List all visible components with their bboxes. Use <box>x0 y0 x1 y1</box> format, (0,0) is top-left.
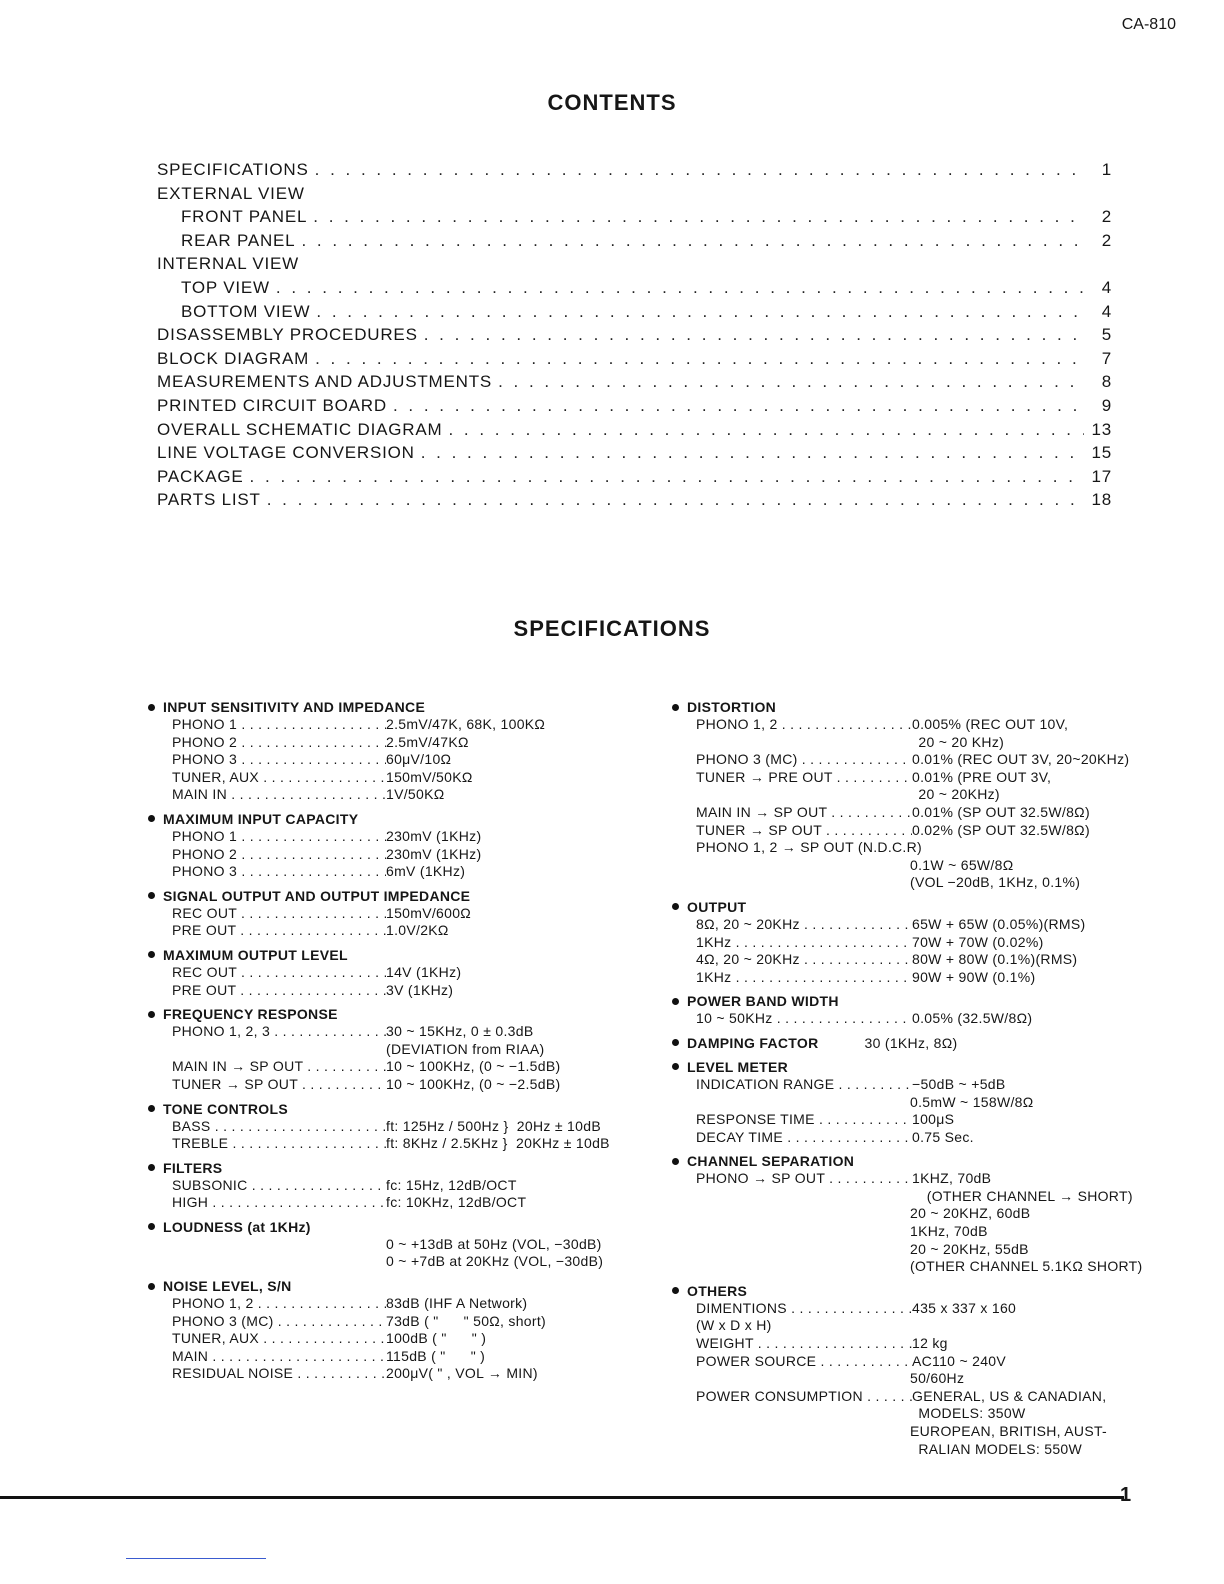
spec-item <box>672 839 1192 857</box>
spec-item <box>148 863 648 881</box>
spec-section-heading <box>672 698 1192 716</box>
spec-item-label: PHONO 3 . . . <box>172 863 386 881</box>
toc-entry[interactable] <box>157 443 1112 467</box>
bullet-icon <box>672 998 679 1005</box>
spec-section <box>672 898 1192 986</box>
bullet-icon <box>148 1223 155 1230</box>
spec-item-value: 115dB ( " " ) <box>386 1347 486 1364</box>
spec-item-value: 12 kg <box>912 1335 948 1352</box>
spec-value-continuation: 50/60Hz <box>910 1370 965 1387</box>
spec-section-heading <box>672 992 1192 1010</box>
toc-entry[interactable] <box>157 420 1112 444</box>
spec-item-value: 0.01% (PRE OUT 3V, <box>912 768 1052 785</box>
spec-section <box>672 1152 1192 1276</box>
spec-section <box>148 1100 648 1153</box>
spec-item-label: BASS . . . <box>172 1118 386 1136</box>
spec-item-label: MAIN . . . <box>172 1348 386 1366</box>
spec-item <box>672 969 1192 987</box>
spec-value-continuation: 20 ~ 20 KHz) <box>910 733 1005 750</box>
spec-value-continuation: (OTHER CHANNEL → SHORT) <box>910 1187 1133 1204</box>
toc-entry-title: REAR PANEL <box>181 230 296 250</box>
spec-value-continuation: MODELS: 350W <box>910 1405 1026 1422</box>
bullet-icon <box>672 1287 679 1294</box>
spec-item-value: 0.01% (REC OUT 3V, 20~20KHz) <box>912 751 1130 768</box>
bullet-icon <box>148 1164 155 1171</box>
spec-item <box>672 1353 1192 1371</box>
spec-item-value: 100dB ( " " ) <box>386 1330 487 1347</box>
spec-section-heading <box>148 698 648 716</box>
bullet-icon <box>148 892 155 899</box>
spec-section <box>672 1282 1192 1458</box>
spec-item <box>148 1177 648 1195</box>
bullet-icon <box>148 1105 155 1112</box>
spec-item-label: 1KHz . . . <box>696 969 912 987</box>
spec-item-label: POWER SOURCE . . . <box>696 1353 912 1371</box>
table-of-contents <box>157 160 1112 514</box>
toc-leader-dots <box>393 396 1084 416</box>
spec-item-label: PHONO 1, 2 . . . <box>696 716 912 734</box>
spec-value-continuation: 0 ~ +7dB at 20KHz (VOL, −30dB) <box>386 1253 604 1270</box>
toc-leader-dots <box>250 467 1084 487</box>
spec-heading-text: DAMPING FACTOR <box>687 1034 819 1051</box>
spec-value-continuation: 0 ~ +13dB at 50Hz (VOL, −30dB) <box>386 1235 602 1252</box>
toc-entry[interactable] <box>157 302 1112 326</box>
spec-heading-text: OTHERS <box>687 1282 748 1299</box>
spec-item-label: PRE OUT . . . <box>172 982 386 1000</box>
spec-value-continuation: RALIAN MODELS: 550W <box>910 1440 1083 1457</box>
spec-item <box>672 1010 1192 1028</box>
toc-entry-page: 18 <box>1091 490 1112 510</box>
toc-entry-page: 5 <box>1101 325 1112 345</box>
spec-item-label: 4Ω, 20 ~ 20KHz . . . <box>696 951 912 969</box>
toc-entry-title: MEASUREMENTS AND ADJUSTMENTS <box>157 372 493 392</box>
spec-heading-text: TONE CONTROLS <box>163 1100 288 1117</box>
bullet-icon <box>672 1158 679 1165</box>
toc-leader-dots <box>315 160 1084 180</box>
spec-item-value: 65W + 65W (0.05%)(RMS) <box>912 915 1086 932</box>
toc-entry-page: 1 <box>1101 160 1112 179</box>
spec-section-heading <box>672 898 1192 916</box>
spec-section <box>148 1218 648 1271</box>
spec-section-heading <box>148 1277 648 1295</box>
spec-item-label: WEIGHT . . . <box>696 1335 912 1353</box>
toc-entry[interactable] <box>157 184 1112 208</box>
toc-entry-title: LINE VOLTAGE CONVERSION <box>157 443 415 463</box>
spec-item-value: 435 x 337 x 160 <box>912 1299 1017 1316</box>
bottom-rule <box>0 1496 1124 1499</box>
spec-item <box>672 1300 1192 1318</box>
spec-item-label: (W x D x H) <box>696 1317 772 1334</box>
spec-item-label: PHONO 1, 2 → SP OUT (N.D.C.R) <box>696 839 922 856</box>
spec-item-label: TUNER → SP OUT . . . <box>696 822 912 840</box>
spec-item-label: POWER CONSUMPTION . . . <box>696 1388 912 1406</box>
toc-entry-page: 7 <box>1101 348 1112 368</box>
spec-section <box>148 887 648 940</box>
spec-value-continuation: 0.5mW ~ 158W/8Ω <box>910 1093 1034 1110</box>
toc-entry-title: PACKAGE <box>157 466 244 486</box>
spec-item-value: 100μS <box>912 1111 955 1128</box>
spec-item-value: 10 ~ 100KHz, (0 ~ −1.5dB) <box>386 1058 561 1075</box>
toc-entry-page: 8 <box>1101 372 1112 392</box>
spec-item-label: RESPONSE TIME . . . <box>696 1111 912 1129</box>
spec-value-continuation: EUROPEAN, BRITISH, AUST- <box>910 1423 1108 1439</box>
toc-leader-dots <box>276 278 1084 298</box>
toc-leader-dots <box>424 325 1084 345</box>
toc-entry[interactable] <box>157 349 1112 373</box>
bullet-icon <box>672 1063 679 1070</box>
spec-item-label: 1KHz . . . <box>696 934 912 952</box>
spec-section-heading <box>148 810 648 828</box>
toc-entry[interactable] <box>157 278 1112 302</box>
spec-section <box>148 810 648 881</box>
toc-entry-title: DISASSEMBLY PROCEDURES <box>157 325 418 345</box>
spec-item-value: 0.005% (REC OUT 10V, <box>912 716 1069 732</box>
spec-item <box>672 1076 1192 1094</box>
toc-entry[interactable] <box>157 254 1112 278</box>
toc-entry-page: 13 <box>1091 419 1112 439</box>
spec-item-value: 230mV (1KHz) <box>386 845 482 862</box>
spec-item-value: 83dB (IHF A Network) <box>386 1295 528 1312</box>
spec-item-value: 2.5mV/47KΩ <box>386 733 469 750</box>
spec-item-label: DECAY TIME . . . <box>696 1129 912 1147</box>
spec-item-label: REC OUT . . . <box>172 964 386 982</box>
toc-entry-title: EXTERNAL VIEW <box>157 183 305 203</box>
spec-item-label: PHONO 1 . . . <box>172 828 386 846</box>
spec-item <box>672 951 1192 969</box>
spec-item <box>148 1194 648 1212</box>
spec-item <box>148 786 648 804</box>
spec-item-label: TUNER, AUX . . . <box>172 1330 386 1348</box>
spec-item-value: 1KHZ, 70dB <box>912 1170 992 1187</box>
toc-entry-title: OVERALL SCHEMATIC DIAGRAM <box>157 419 443 439</box>
toc-entry-page: 4 <box>1101 301 1112 321</box>
toc-entry-title: INTERNAL VIEW <box>157 254 300 274</box>
spec-item-label: RESIDUAL NOISE . . . <box>172 1365 386 1383</box>
bullet-icon <box>672 903 679 910</box>
toc-leader-dots <box>498 372 1084 392</box>
spec-value-continuation: (DEVIATION from RIAA) <box>386 1040 545 1057</box>
spec-heading-text: OUTPUT <box>687 898 747 915</box>
toc-entry-title: PRINTED CIRCUIT BOARD <box>157 395 387 415</box>
link-underline <box>126 1558 266 1559</box>
spec-section-heading <box>148 887 648 905</box>
spec-item <box>148 1348 648 1366</box>
spec-heading-text: INPUT SENSITIVITY AND IMPEDANCE <box>163 699 426 715</box>
toc-entry-title: BOTTOM VIEW <box>181 301 311 321</box>
spec-item-value: 3V (1KHz) <box>386 981 454 998</box>
toc-entry-title: PARTS LIST <box>157 490 261 510</box>
spec-item-value: 0.05% (32.5W/8Ω) <box>912 1010 1033 1027</box>
spec-item-value: 90W + 90W (0.1%) <box>912 968 1036 985</box>
spec-item <box>148 1295 648 1313</box>
spec-item-label: PRE OUT . . . <box>172 922 386 940</box>
toc-entry-page: 4 <box>1101 277 1112 297</box>
spec-item-label: PHONO 1, 2 . . . <box>172 1295 386 1313</box>
spec-item <box>672 934 1192 952</box>
spec-section-heading <box>672 1282 1192 1300</box>
spec-section-heading <box>672 1152 1192 1170</box>
spec-item-label: MAIN IN → SP OUT . . . <box>696 804 912 822</box>
spec-item <box>148 1313 648 1331</box>
toc-leader-dots <box>448 420 1084 440</box>
toc-entry[interactable] <box>157 160 1112 184</box>
spec-section <box>672 698 1192 892</box>
spec-heading-text: NOISE LEVEL, S/N <box>163 1278 292 1295</box>
spec-section-heading <box>148 1218 648 1236</box>
spec-item <box>672 804 1192 822</box>
spec-heading-text: CHANNEL SEPARATION <box>687 1153 855 1170</box>
spec-item-label: HIGH . . . <box>172 1194 386 1212</box>
spec-value-continuation: (OTHER CHANNEL 5.1KΩ SHORT) <box>910 1258 1143 1275</box>
spec-section <box>148 946 648 999</box>
spec-item-value: 200μV( " , VOL → MIN) <box>386 1365 538 1382</box>
spec-item-value: 0.02% (SP OUT 32.5W/8Ω) <box>912 821 1090 838</box>
bullet-icon <box>148 815 155 822</box>
toc-entry-page: 2 <box>1101 230 1112 250</box>
spec-item <box>148 1058 648 1076</box>
bullet-icon <box>148 704 155 711</box>
spec-item-value: 6mV (1KHz) <box>386 863 466 880</box>
spec-item-value: 1V/50KΩ <box>386 786 445 803</box>
spec-item-label: PHONO 1 . . . <box>172 716 386 734</box>
toc-leader-dots <box>267 490 1084 510</box>
spec-item <box>672 916 1192 934</box>
toc-entry-title: BLOCK DIAGRAM <box>157 348 310 368</box>
toc-entry[interactable] <box>157 325 1112 349</box>
spec-heading-text: DISTORTION <box>687 699 777 715</box>
spec-item-label: REC OUT . . . <box>172 905 386 923</box>
toc-entry[interactable] <box>157 396 1112 420</box>
spec-item <box>148 716 648 734</box>
toc-leader-dots <box>301 231 1084 251</box>
spec-item-value: 80W + 80W (0.1%)(RMS) <box>912 951 1078 968</box>
spec-heading-text: MAXIMUM INPUT CAPACITY <box>163 810 359 827</box>
spec-item <box>148 1330 648 1348</box>
toc-entry[interactable] <box>157 490 1112 514</box>
spec-item-value: fc: 15Hz, 12dB/OCT <box>386 1176 517 1193</box>
spec-item-label: TREBLE . . . <box>172 1135 386 1153</box>
spec-value-continuation: 0.1W ~ 65W/8Ω <box>910 856 1014 873</box>
page-number: 1 <box>1120 1484 1132 1506</box>
spec-value-continuation: 20 ~ 20KHz, 55dB <box>910 1240 1029 1257</box>
spec-heading-text: MAXIMUM OUTPUT LEVEL <box>163 946 348 963</box>
spec-item <box>148 905 648 923</box>
spec-item-label: MAIN IN . . . <box>172 786 386 804</box>
spec-item-value: 30 ~ 15KHz, 0 ± 0.3dB <box>386 1023 534 1040</box>
toc-entry[interactable] <box>157 207 1112 231</box>
toc-entry-page: 2 <box>1101 207 1112 227</box>
spec-section-heading <box>148 1159 648 1177</box>
toc-entry-page: 9 <box>1101 395 1112 415</box>
spec-item-label: TUNER → SP OUT . . . <box>172 1076 386 1094</box>
bullet-icon <box>148 1283 155 1290</box>
spec-item-label: PHONO 1, 2, 3 . . . <box>172 1023 386 1041</box>
spec-value-continuation: 20 ~ 20KHz) <box>910 786 1000 803</box>
spec-heading-text: SIGNAL OUTPUT AND OUTPUT IMPEDANCE <box>163 887 471 904</box>
bullet-icon <box>672 1039 679 1046</box>
toc-entry[interactable] <box>157 467 1112 491</box>
spec-section-heading <box>148 1100 648 1118</box>
spec-item-label: INDICATION RANGE . . . <box>696 1076 912 1094</box>
spec-section <box>672 1034 1192 1052</box>
spec-item <box>672 1388 1192 1406</box>
spec-item <box>672 1335 1192 1353</box>
spec-section <box>148 1159 648 1212</box>
spec-item <box>148 1023 648 1041</box>
spec-item <box>672 769 1192 787</box>
spec-item <box>672 822 1192 840</box>
spec-item-value: 1.0V/2KΩ <box>386 922 449 939</box>
spec-item <box>672 1111 1192 1129</box>
spec-item-value: 60μV/10Ω <box>386 751 452 768</box>
spec-item-label: PHONO 3 (MC) . . . <box>696 751 912 769</box>
spec-item-value: 0.01% (SP OUT 32.5W/8Ω) <box>912 803 1090 820</box>
toc-entry-page: 15 <box>1091 443 1112 463</box>
spec-item-value: −50dB ~ +5dB <box>912 1075 1006 1092</box>
spec-item <box>672 1129 1192 1147</box>
spec-item-label: 10 ~ 50KHz . . . <box>696 1010 912 1028</box>
spec-item-label: PHONO 3 . . . <box>172 751 386 769</box>
spec-item-value: fc: 10KHz, 12dB/OCT <box>386 1194 527 1211</box>
spec-item-value: GENERAL, US & CANADIAN, <box>912 1387 1107 1404</box>
contents-title: CONTENTS <box>547 90 677 115</box>
spec-item-value: 70W + 70W (0.02%) <box>912 933 1044 950</box>
spec-section <box>148 1277 648 1383</box>
spec-item <box>148 982 648 1000</box>
spec-value-continuation: 20 ~ 20KHZ, 60dB <box>910 1205 1031 1222</box>
spec-item <box>148 751 648 769</box>
specs-left-column <box>148 698 648 1389</box>
bullet-icon <box>672 704 679 711</box>
spec-section-heading <box>148 946 648 964</box>
spec-item-value: 150mV/50KΩ <box>386 768 473 785</box>
spec-item-label: PHONO 3 (MC) . . . <box>172 1313 386 1331</box>
toc-leader-dots <box>313 207 1084 227</box>
spec-item-value: 10 ~ 100KHz, (0 ~ −2.5dB) <box>386 1075 561 1092</box>
toc-leader-dots <box>421 443 1084 463</box>
toc-entry[interactable] <box>157 372 1112 396</box>
spec-section <box>672 1058 1192 1146</box>
toc-leader-dots <box>316 302 1084 322</box>
spec-item <box>672 751 1192 769</box>
spec-item-value: 73dB ( " " 50Ω, short) <box>386 1312 547 1329</box>
bullet-icon <box>148 1011 155 1018</box>
spec-heading-text: FILTERS <box>163 1159 223 1176</box>
toc-entry-title: SPECIFICATIONS <box>157 160 309 179</box>
spec-item <box>148 828 648 846</box>
spec-item <box>148 964 648 982</box>
spec-item-label: TUNER, AUX . . . <box>172 769 386 787</box>
spec-item <box>148 769 648 787</box>
spec-heading-text: LEVEL METER <box>687 1058 789 1075</box>
spec-item-value: ft: 125Hz / 500Hz } 20Hz ± 10dB <box>386 1117 601 1134</box>
spec-item-label: PHONO 2 . . . <box>172 846 386 864</box>
spec-item-value: 150mV/600Ω <box>386 904 472 921</box>
spec-heading-text: LOUDNESS (at 1KHz) <box>163 1218 311 1235</box>
toc-leader-dots <box>315 349 1084 369</box>
spec-value-continuation: 1KHz, 70dB <box>910 1223 988 1240</box>
spec-item-value: AC110 ~ 240V <box>912 1352 1007 1369</box>
model-number: CA-810 <box>1121 16 1176 33</box>
spec-item <box>148 1135 648 1153</box>
spec-item-label: MAIN IN → SP OUT . . . <box>172 1058 386 1076</box>
spec-item <box>148 1118 648 1136</box>
spec-item-label: SUBSONIC . . . <box>172 1177 386 1195</box>
specs-right-column <box>672 698 1192 1464</box>
spec-item-value: 14V (1KHz) <box>386 963 462 980</box>
spec-item <box>148 734 648 752</box>
spec-item <box>148 1365 648 1383</box>
spec-section-heading <box>672 1034 1192 1052</box>
spec-item-label: TUNER → PRE OUT . . . <box>696 769 912 787</box>
spec-item-label: PHONO → SP OUT . . . <box>696 1170 912 1188</box>
spec-section-heading <box>672 1058 1192 1076</box>
spec-item-label: 8Ω, 20 ~ 20KHz . . . <box>696 916 912 934</box>
bullet-icon <box>148 951 155 958</box>
spec-item <box>672 1317 1192 1335</box>
spec-item-value: 230mV (1KHz) <box>386 827 482 844</box>
spec-heading-text: FREQUENCY RESPONSE <box>163 1006 338 1023</box>
spec-heading-value: 30 (1KHz, 8Ω) <box>864 1034 958 1051</box>
spec-item-value: ft: 8KHz / 2.5KHz } 20KHz ± 10dB <box>386 1135 610 1152</box>
spec-section-heading <box>148 1005 648 1023</box>
spec-item <box>672 1170 1192 1188</box>
spec-item-label: PHONO 2 . . . <box>172 734 386 752</box>
spec-heading-text: POWER BAND WIDTH <box>687 993 839 1010</box>
spec-item-label: DIMENTIONS . . . <box>696 1300 912 1318</box>
spec-item-value: 2.5mV/47K, 68K, 100KΩ <box>386 716 546 732</box>
spec-item <box>148 846 648 864</box>
spec-item <box>148 922 648 940</box>
spec-item <box>672 716 1192 734</box>
spec-item <box>148 1076 648 1094</box>
spec-item-value: 0.75 Sec. <box>912 1128 974 1145</box>
toc-entry[interactable] <box>157 231 1112 255</box>
spec-section <box>148 1005 648 1093</box>
spec-section <box>672 992 1192 1028</box>
toc-entry-title: TOP VIEW <box>181 277 270 297</box>
spec-section <box>148 698 648 804</box>
toc-entry-page: 17 <box>1091 466 1112 486</box>
toc-entry-title: FRONT PANEL <box>181 207 308 227</box>
specifications-title: SPECIFICATIONS <box>513 616 711 641</box>
spec-value-continuation: (VOL −20dB, 1KHz, 0.1%) <box>910 874 1081 891</box>
